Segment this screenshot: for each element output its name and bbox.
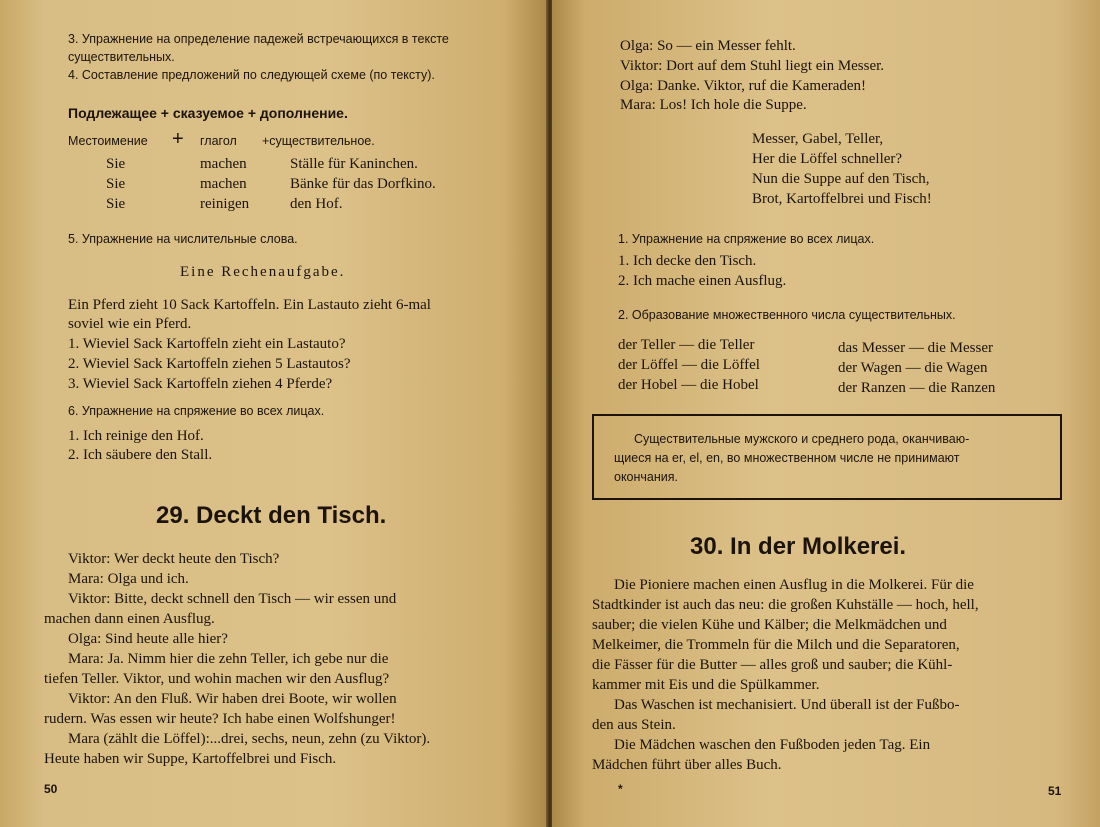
rechen-text-2: soviel wie ein Pferd. (68, 316, 192, 332)
scheme-plus-1: + (172, 128, 184, 150)
plural-right-2: der Wagen — die Wagen (838, 360, 988, 376)
molkerei-line-10: Mädchen führt über alles Buch. (592, 757, 782, 773)
poem-line-1: Messer, Gabel, Teller, (752, 131, 884, 147)
table-r3-c1: Sie (106, 196, 126, 212)
exercise-4: 4. Составление предложений по следующей схеме (по тексту). (68, 68, 435, 82)
dialogue-line-10: Mara (zählt die Löffel):...drei, sechs, neun, zehn (zu Viktor). (68, 731, 431, 747)
poem-line-3: Nun die Suppe auf den Tisch, (752, 171, 930, 187)
molkerei-line-3: sauber; die vielen Kühe und Kälber; die Melkmädchen und (592, 617, 947, 633)
molkerei-line-4: Melkeimer, die Trommeln für die Milch und die Separatoren, (592, 637, 960, 653)
table-r2-c2: machen (200, 176, 247, 192)
table-r3-c2: reinigen (200, 196, 250, 212)
scheme-noun: +существительное. (262, 134, 375, 148)
footer-mark: * (618, 782, 623, 796)
molkerei-line-5: die Fässer für die Butter — alles groß und sauber; die Kühl- (592, 657, 953, 673)
scheme-pronoun: Местоимение (68, 134, 148, 148)
exercise-3-line1: 3. Упражнение на определение падежей встречающихся в тексте (68, 32, 449, 46)
molkerei-line-9: Die Mädchen waschen den Fußboden jeden Tag. Ein (614, 737, 931, 753)
dialogue-line-9: rudern. Was essen wir heute? Ich habe einen Wolfshunger! (44, 711, 396, 727)
table-r1-c3: Ställe für Kaninchen. (290, 156, 418, 172)
molkerei-line-8: den aus Stein. (592, 717, 676, 733)
exercise-r1-item-1: 1. Ich decke den Tisch. (618, 253, 757, 269)
table-r1-c1: Sie (106, 156, 126, 172)
chapter-30-title: 30. In der Molkerei. (690, 533, 907, 560)
dialogue-line-7: tiefen Teller. Viktor, und wohin machen wir den Ausflug? (44, 671, 390, 687)
dialogue-line-1: Viktor: Wer deckt heute den Tisch? (68, 551, 280, 567)
right-page (552, 0, 1100, 827)
rule-line-2: щиеся на er, el, en, во множественном числе не принимают (614, 451, 960, 465)
exercise-3-line2: существительных. (68, 50, 175, 64)
right-dialogue-3: Olga: Danke. Viktor, ruf die Kameraden! (620, 78, 867, 94)
molkerei-line-1: Die Pioniere machen einen Ausflug in die Molkerei. Für die (614, 577, 974, 593)
dialogue-line-4: machen dann einen Ausflug. (44, 611, 215, 627)
page-number-left: 50 (44, 782, 58, 796)
table-r2-c3: Bänke für das Dorfkino. (290, 176, 436, 192)
rule-line-3: окончания. (614, 470, 679, 484)
exercise-r2: 2. Образование множественного числа существительных. (618, 308, 956, 322)
plural-left-1: der Teller — die Teller (618, 337, 755, 353)
dialogue-line-5: Olga: Sind heute alle hier? (68, 631, 228, 647)
question-1: 1. Wieviel Sack Kartoffeln zieht ein Lastauto? (68, 336, 346, 352)
rechen-title: Eine Rechenaufgabe. (180, 264, 346, 280)
poem-line-2: Her die Löffel schneller? (752, 151, 903, 167)
exercise-r1: 1. Упражнение на спряжение во всех лицах. (618, 232, 875, 246)
scheme-title: Подлежащее + сказуемое + дополнение. (68, 105, 348, 121)
page-number-right: 51 (1048, 784, 1062, 798)
exercise-6-item-2: 2. Ich säubere den Stall. (68, 447, 213, 463)
plural-right-1: das Messer — die Messer (838, 340, 993, 356)
chapter-29-title: 29. Deckt den Tisch. (156, 502, 387, 529)
poem-line-4: Brot, Kartoffelbrei und Fisch! (752, 191, 932, 207)
rechen-text-1: Ein Pferd zieht 10 Sack Kartoffeln. Ein Lastauto zieht 6-mal (68, 297, 431, 313)
dialogue-line-2: Mara: Olga und ich. (68, 571, 189, 587)
right-dialogue-2: Viktor: Dort auf dem Stuhl liegt ein Messer. (620, 58, 885, 74)
table-r2-c1: Sie (106, 176, 126, 192)
exercise-6-item-1: 1. Ich reinige den Hof. (68, 428, 204, 444)
dialogue-line-8: Viktor: An den Fluß. Wir haben drei Boote, wir wollen (68, 691, 397, 707)
dialogue-line-6: Mara: Ja. Nimm hier die zehn Teller, ich gebe nur die (68, 651, 389, 667)
exercise-r1-item-2: 2. Ich mache einen Ausflug. (618, 273, 787, 289)
question-3: 3. Wieviel Sack Kartoffeln ziehen 4 Pferde? (68, 376, 333, 392)
scheme-verb: глагол (200, 134, 237, 148)
table-r1-c2: machen (200, 156, 247, 172)
rule-line-1: Существительные мужского и среднего рода, оканчиваю- (634, 432, 970, 446)
left-page (0, 0, 548, 827)
question-2: 2. Wieviel Sack Kartoffeln ziehen 5 Lastautos? (68, 356, 351, 372)
dialogue-line-11: Heute haben wir Suppe, Kartoffelbrei und Fisch. (44, 751, 337, 767)
exercise-6: 6. Упражнение на спряжение во всех лицах. (68, 404, 325, 418)
molkerei-line-7: Das Waschen ist mechanisiert. Und überall ist der Fußbo- (614, 697, 960, 713)
table-r3-c3: den Hof. (290, 196, 343, 212)
plural-right-3: der Ranzen — die Ranzen (838, 380, 996, 396)
molkerei-line-6: kammer mit Eis und die Spülkammer. (592, 677, 820, 693)
dialogue-line-3: Viktor: Bitte, deckt schnell den Tisch — wir essen und (68, 591, 397, 607)
right-dialogue-4: Mara: Los! Ich hole die Suppe. (620, 97, 807, 113)
plural-left-3: der Hobel — die Hobel (618, 377, 759, 393)
plural-left-2: der Löffel — die Löffel (618, 357, 760, 373)
exercise-5: 5. Упражнение на числительные слова. (68, 232, 298, 246)
right-dialogue-1: Olga: So — ein Messer fehlt. (620, 38, 796, 54)
molkerei-line-2: Stadtkinder ist auch das neu: die großen Kuhställe — hoch, hell, (592, 597, 979, 613)
